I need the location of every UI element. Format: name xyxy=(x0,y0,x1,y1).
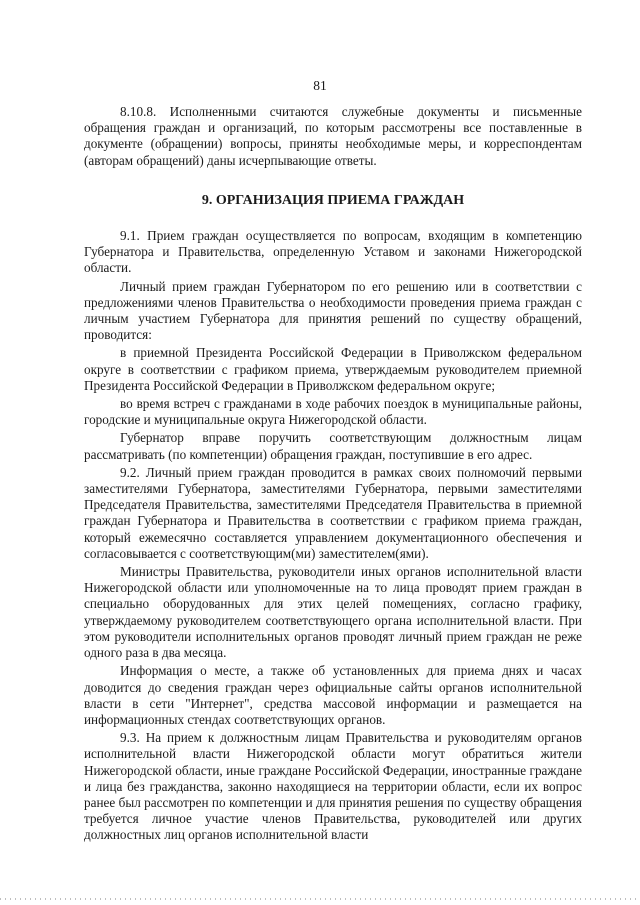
scan-edge-artifact xyxy=(0,898,640,900)
paragraph-governor-delegation: Губернатор вправе поручить соответствующим должностным лицам рассматривать (по компетенции) обращения граждан, поступившие в его адрес. xyxy=(84,430,582,462)
paragraph-ministers: Министры Правительства, руководители иных органов исполнительной власти Нижегородской области или уполномоченные на то лица проводят прием граждан в специально оборудованных для этих целей помещениях, согласно графику, утверждаемому руководителем соответствующего органа исполнительной власти. При этом руководители исполнительных органов проводят личный прием граждан не реже одного раза в два месяца. xyxy=(84,564,582,661)
paragraph-president-office: в приемной Президента Российской Федерации в Приволжском федеральном округе в соответствии с графиком приема, утверждаемым руководителем приемной Президента Российской Федерации в Приволжском федеральном округе; xyxy=(84,345,582,393)
section-heading: 9. ОРГАНИЗАЦИЯ ПРИЕМА ГРАЖДАН xyxy=(201,192,465,208)
paragraph-8-10-8: 8.10.8. Исполненными считаются служебные документы и письменные обращения граждан и организаций, по которым рассмотрены все поставленные в документе (обращении) вопросы, приняты необходимые меры, и корреспондентам (авторам обращений) даны исчерпывающие ответы. xyxy=(84,104,582,168)
paragraph-9-3: 9.3. На прием к должностным лицам Правительства и руководителям органов исполнительной власти Нижегородской области могут обратиться жители Нижегородской области, иные граждане Российской Федерации, иностранные граждане и лица без гражданства, законно находящиеся на территории области, если их вопрос ранее был рассмотрен по компетенции и для принятия решения по существу обращения требуется личное участие членов Правительства, руководителей или других должностных лиц органов исполнительной власти xyxy=(84,730,582,843)
document-body xyxy=(84,104,582,844)
paragraph-working-trips: во время встреч с гражданами в ходе рабочих поездок в муниципальные районы, городские и муниципальные округа Нижегородской области. xyxy=(84,396,582,428)
paragraph-9-1: 9.1. Прием граждан осуществляется по вопросам, входящим в компетенцию Губернатора и Правительства, определенную Уставом и законами Нижегородской области. xyxy=(84,228,582,276)
paragraph-personal-reception: Личный прием граждан Губернатором по его решению или в соответствии с предложениями членов Правительства о необходимости проведения приема граждан с личным участием Губернатора для принятия решений по существу обращений, проводится: xyxy=(84,278,582,343)
paragraph-information: Информация о месте, а также об установленных для приема днях и часах доводится до сведения граждан через официальные сайты органов исполнительной власти в сети "Интернет", средства массовой информации и размещается на информационных стендах соответствующих органов. xyxy=(84,663,582,727)
paragraph-9-2: 9.2. Личный прием граждан проводится в рамках своих полномочий первыми заместителями Губернатора, заместителями Губернатора, первыми заместителями Председателя Правительства, заместителями Председателя Правительства в приемной граждан Губернатора и Правительства в соответствии с графиком приема граждан, который ежемесячно составляется управлением документационного обеспечения и согласовывается с соответствующим(ми) заместителем(ями). xyxy=(84,464,582,561)
page-number: 81 xyxy=(313,78,327,93)
